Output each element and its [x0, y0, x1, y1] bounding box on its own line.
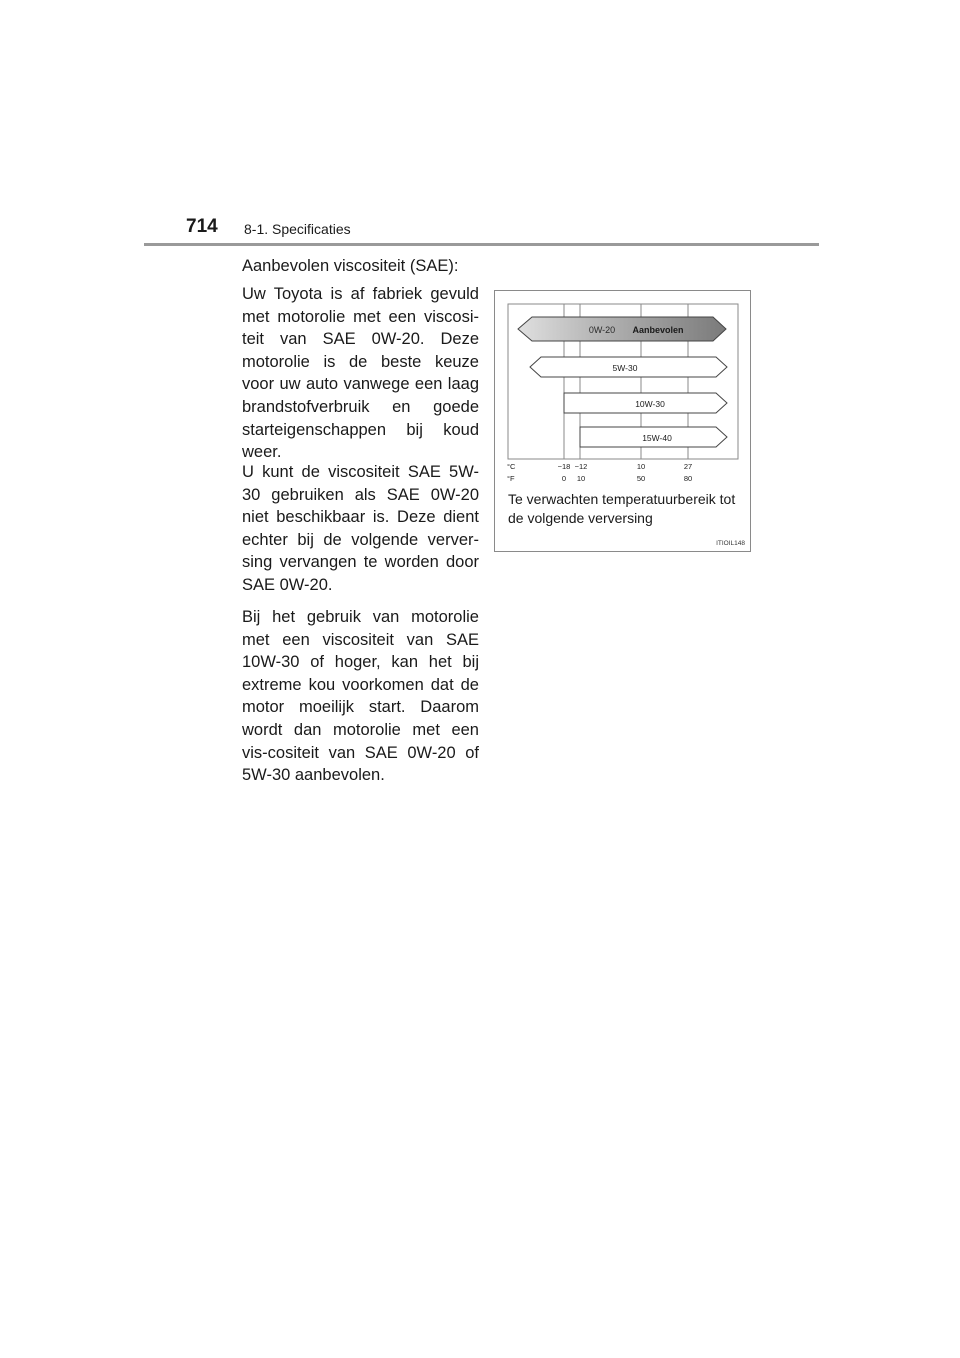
bar-label-5w-30: 5W-30	[612, 363, 638, 373]
figure-caption: Te verwachten temperatuurbereik tot de volgende verversing	[508, 491, 736, 526]
bar-0w-20	[518, 317, 726, 341]
fahrenheit-tick: 10	[576, 474, 586, 483]
bar-label-15w-40: 15W-40	[642, 433, 672, 443]
celsius-tick: 27	[683, 462, 693, 471]
viscosity-figure	[494, 290, 751, 552]
paragraph-cold-start: Bij het gebruik van motorolie met een viscositeit van SAE 10W-30 of hoger, kan het bij extreme kou voorkomen dat de motor moeilijk start. Daarom wordt dan motorolie met een vis-cositeit van SAE 0W-20 of 5W-30 aanbevolen.	[242, 608, 479, 785]
fahrenheit-tick: 0	[561, 474, 567, 483]
celsius-unit-label: °C	[507, 462, 516, 471]
fahrenheit-tick: 80	[683, 474, 693, 483]
bar-label-0w-20: 0W-20	[588, 325, 616, 335]
paragraph-factory-oil: Uw Toyota is af fabriek gevuld met motorolie met een viscosi-teit van SAE 0W-20. Deze motorolie is de beste keuze voor uw auto vanwege een laag brandstofverbruik en goede starteigenschappen bij koud weer.	[242, 285, 479, 462]
fahrenheit-unit-label: °F	[507, 474, 515, 483]
viscosity-diagram	[495, 291, 750, 491]
header-rule	[144, 243, 819, 246]
paragraph-alternative-oil: U kunt de viscositeit SAE 5W-30 gebruiken als SAE 0W-20 niet beschikbaar is. Deze dient echter bij de volgende verver-sing vervangen te worden door SAE 0W-20.	[242, 463, 479, 594]
celsius-tick: 10	[636, 462, 646, 471]
section-title: 8-1. Specificaties	[244, 221, 351, 237]
fahrenheit-tick: 50	[636, 474, 646, 483]
bar-label-10w-30: 10W-30	[635, 399, 665, 409]
lead-heading: Aanbevolen viscositeit (SAE):	[242, 257, 459, 275]
figure-code: ITIOIL148	[716, 540, 745, 547]
celsius-tick: −18	[557, 462, 571, 471]
recommended-label: Aanbevolen	[632, 325, 684, 335]
celsius-tick: −12	[574, 462, 588, 471]
page-number: 714	[186, 216, 218, 237]
